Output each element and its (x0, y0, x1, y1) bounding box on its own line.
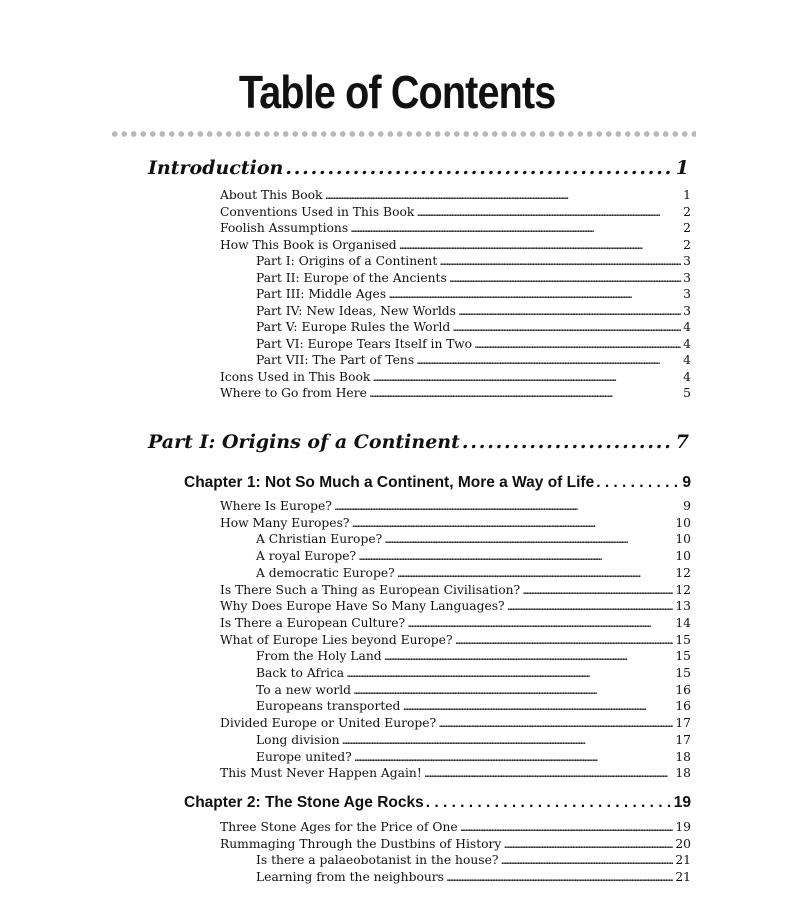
dot-leader (342, 732, 674, 749)
entry-title: Part I: Origins of a Continent (148, 431, 460, 453)
entry-page: 15 (675, 632, 691, 647)
entry-page: 2 (683, 237, 691, 252)
dot-leader (358, 548, 673, 565)
entry-page: 20 (675, 836, 691, 851)
dot-leader (426, 792, 672, 814)
page-title: Table of Contents (238, 66, 556, 118)
dot-leader (500, 852, 673, 869)
toc-entry-section[interactable] (220, 204, 691, 221)
dot-leader (285, 154, 673, 182)
dot-leader (350, 220, 681, 237)
dot-leader (402, 698, 673, 715)
entry-page: 4 (683, 336, 691, 351)
toc-entry-subsection[interactable] (256, 319, 691, 336)
toc-entry-subsection[interactable] (256, 253, 691, 270)
entry-title: Is There a European Culture? (220, 615, 406, 630)
toc-entry-section[interactable] (220, 765, 691, 782)
entry-page: 3 (683, 270, 691, 285)
entry-title: Chapter 2: The Stone Age Rocks (184, 794, 424, 811)
dot-leader (353, 682, 673, 699)
entry-title: Part IV: New Ideas, New Worlds (256, 303, 456, 318)
entry-page: 21 (675, 870, 691, 885)
dot-leader (369, 385, 681, 402)
entry-page: 10 (675, 515, 691, 530)
entry-page: 4 (683, 320, 691, 334)
entry-title: This Must Never Happen Again! (220, 766, 422, 781)
entry-page: 9 (683, 499, 691, 513)
entry-title: Back to Africa (256, 666, 345, 680)
entry-title: A Christian Europe? (256, 532, 383, 547)
dot-leader (458, 303, 681, 320)
dot-leader (522, 582, 673, 599)
toc-entry-section[interactable] (220, 237, 691, 254)
entry-page: 17 (675, 716, 691, 731)
entry-page: 2 (683, 204, 691, 219)
dot-leader (384, 531, 673, 548)
entry-page: 3 (683, 254, 691, 268)
entry-title: Part VII: The Part of Tens (256, 353, 415, 367)
toc-entry-section[interactable] (220, 187, 691, 204)
dot-leader (346, 665, 673, 682)
dot-leader (416, 352, 681, 369)
entry-title: To a new world (256, 682, 352, 697)
toc-entry-section[interactable] (220, 582, 691, 599)
toc-entry-section[interactable] (220, 220, 691, 237)
entry-title: Divided Europe or United Europe? (220, 716, 437, 731)
entry-page: 3 (683, 287, 691, 301)
entry-page: 14 (675, 615, 691, 630)
dot-leader (474, 336, 681, 353)
entry-title: Three Stone Ages for the Price of One (220, 820, 458, 834)
dot-leader (372, 369, 681, 386)
entry-page: 7 (675, 431, 689, 453)
dot-leader (397, 565, 674, 582)
entry-title: A royal Europe? (256, 549, 357, 564)
dot-leader (424, 765, 674, 782)
toc-entry-subsection[interactable] (256, 682, 691, 699)
entry-page: 3 (683, 303, 691, 318)
dot-leader (388, 286, 681, 303)
entry-page: 10 (675, 532, 691, 547)
dot-leader (460, 819, 674, 836)
entry-page: 18 (675, 749, 691, 764)
entry-title: About This Book (220, 188, 323, 202)
dot-leader (416, 204, 681, 221)
entry-title: Part III: Middle Ages (256, 287, 387, 301)
entry-page: 12 (675, 582, 691, 597)
dot-leader (399, 237, 682, 254)
entry-title: How Many Europes? (220, 515, 350, 530)
dot-leader (354, 749, 674, 766)
entry-page: 19 (673, 794, 691, 811)
toc-entry-subsection[interactable] (256, 665, 691, 682)
entry-page: 5 (683, 386, 691, 400)
entry-title: A democratic Europe? (256, 565, 395, 580)
dot-leader (352, 515, 674, 532)
entry-page: 16 (675, 682, 691, 697)
entry-page: 18 (675, 766, 691, 781)
entry-page: 16 (675, 699, 691, 714)
entry-page: 13 (675, 599, 691, 614)
dot-leader (446, 869, 673, 886)
toc-entry-chapter[interactable] (184, 472, 691, 494)
entry-page: 15 (675, 666, 691, 680)
dot-leader (407, 615, 673, 632)
dot-leader (438, 715, 673, 732)
entry-title: Part I: Origins of a Continent (256, 254, 438, 268)
entry-title: From the Holy Land (256, 649, 382, 664)
entry-page: 17 (675, 732, 691, 747)
toc-entry-subsection[interactable] (256, 852, 691, 869)
dot-leader (455, 632, 674, 649)
dot-leader (462, 428, 674, 456)
toc-entry-section[interactable] (220, 515, 691, 532)
entry-title: Europe united? (256, 749, 352, 764)
entry-page: 12 (675, 565, 691, 580)
toc-entry-section[interactable] (220, 498, 691, 515)
toc-entry-subsection[interactable] (256, 352, 691, 369)
toc-entry-subsection[interactable] (256, 698, 691, 715)
dot-leader (596, 472, 680, 494)
entry-title: Is There Such a Thing as European Civilisation? (220, 582, 521, 597)
entry-title: What of Europe Lies beyond Europe? (220, 632, 453, 647)
entry-title: Long division (256, 732, 340, 747)
dot-leader (439, 253, 681, 270)
toc-entry-part[interactable] (148, 154, 689, 182)
entry-page: 21 (675, 853, 691, 868)
toc-entry-section[interactable] (220, 632, 691, 649)
entry-title: Where Is Europe? (220, 499, 332, 513)
toc-entry-subsection[interactable] (256, 732, 691, 749)
toc-entry-subsection[interactable] (256, 286, 691, 303)
entry-page: 9 (682, 474, 691, 491)
entry-title: Learning from the neighbours (256, 870, 444, 885)
entry-title: Conventions Used in This Book (220, 204, 415, 219)
toc-entry-subsection[interactable] (256, 303, 691, 320)
entry-page: 15 (675, 649, 691, 664)
dot-leader (334, 498, 681, 515)
entry-title: Where to Go from Here (220, 386, 367, 400)
toc-entry-section[interactable] (220, 385, 691, 402)
entry-title: Foolish Assumptions (220, 221, 349, 235)
toc-entry-subsection[interactable] (256, 648, 691, 665)
dot-leader (449, 270, 681, 287)
entry-page: 4 (683, 369, 691, 384)
dot-leader (452, 319, 681, 336)
dot-leader (507, 598, 674, 615)
toc-entry-subsection[interactable] (256, 749, 691, 766)
entry-page: 19 (675, 820, 691, 834)
entry-title: Part II: Europe of the Ancients (256, 270, 447, 285)
toc-entry-subsection[interactable] (256, 869, 691, 886)
entry-title: Europeans transported (256, 699, 401, 714)
entry-title: Icons Used in This Book (220, 369, 371, 384)
toc-entry-section[interactable] (220, 715, 691, 732)
toc-entry-section[interactable] (220, 369, 691, 386)
toc-entry-section[interactable] (220, 836, 691, 853)
toc-entry-part[interactable] (148, 428, 689, 456)
toc-entry-subsection[interactable] (256, 548, 691, 565)
entry-title: How This Book is Organised (220, 237, 397, 252)
toc-entry-section[interactable] (220, 819, 691, 836)
toc-entry-subsection[interactable] (256, 565, 691, 582)
entry-title: Rummaging Through the Dustbins of History (220, 836, 502, 851)
entry-page: 10 (675, 549, 691, 564)
entry-title: Why Does Europe Have So Many Languages? (220, 599, 505, 614)
toc-entry-chapter[interactable] (184, 792, 691, 814)
entry-title: Chapter 1: Not So Much a Continent, More a Way of Life (184, 474, 595, 491)
dot-leader (503, 836, 673, 853)
entry-page: 1 (683, 188, 691, 202)
entry-title: Is there a palaeobotanist in the house? (256, 853, 499, 868)
entry-page: 2 (683, 221, 691, 235)
entry-title: Part VI: Europe Tears Itself in Two (256, 336, 472, 351)
toc-entry-subsection[interactable] (256, 531, 691, 548)
dot-leader (384, 648, 674, 665)
toc-entry-section[interactable] (220, 615, 691, 632)
toc-entry-subsection[interactable] (256, 270, 691, 287)
entry-title: Introduction (148, 157, 284, 179)
entry-page: 1 (675, 157, 689, 179)
entry-title: Part V: Europe Rules the World (256, 320, 451, 334)
toc-entry-section[interactable] (220, 598, 691, 615)
dot-leader (325, 187, 682, 204)
toc-entry-subsection[interactable] (256, 336, 691, 353)
entry-page: 4 (683, 353, 691, 367)
